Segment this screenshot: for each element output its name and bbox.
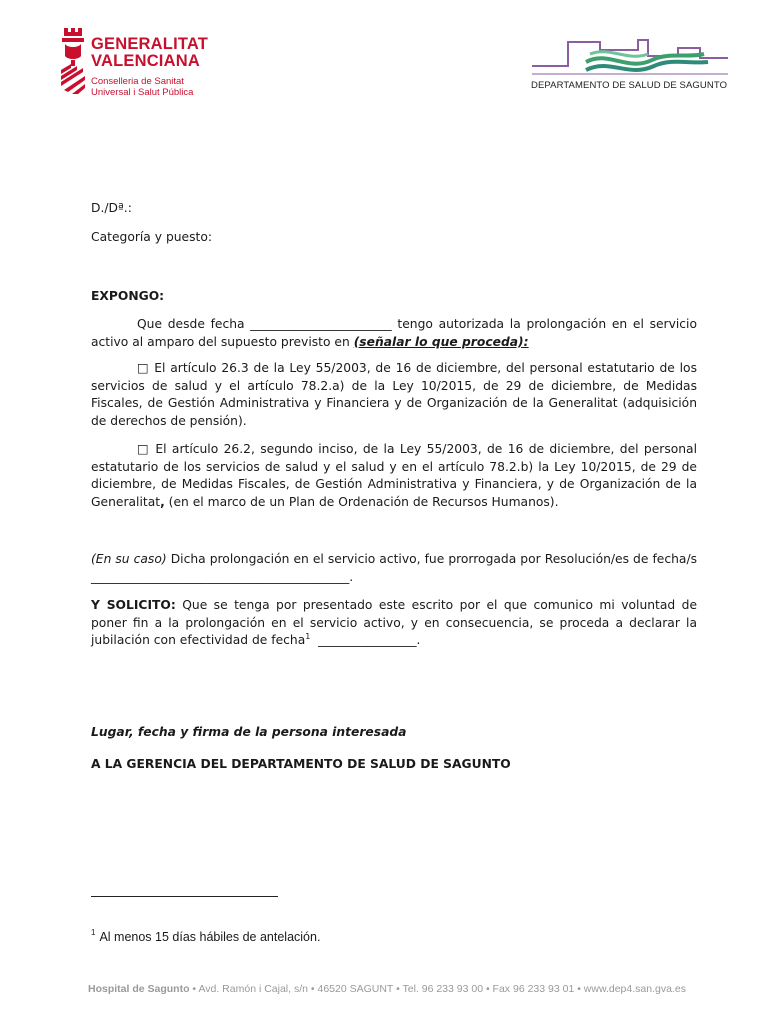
paragraph-en-su-caso xyxy=(91,551,697,569)
solicito-text: Que se tenga por presentado este escrito por el que comunico mi voluntad de poner fin a la prolongación en el servicio activo, y en consecuencia, se proceda a declarar la jubilación con efectividad de fecha xyxy=(91,598,698,648)
generalitat-logo xyxy=(58,26,228,106)
solicito-heading: Y SOLICITO: xyxy=(91,598,176,612)
expongo-heading: EXPONGO: xyxy=(91,289,165,303)
paragraph-solicito xyxy=(91,597,697,650)
fecha-blank: ________________. xyxy=(310,633,421,648)
conselleria-line1: Conselleria de Sanitat xyxy=(91,76,184,87)
departamento-logo xyxy=(528,36,738,96)
paragraph-prolongacion xyxy=(91,316,697,351)
generalitat-line2: VALENCIANA xyxy=(91,52,200,70)
option-articulo-26-2-note: (en el marco de un Plan de Ordenación de Recursos Humanos). xyxy=(164,494,559,509)
en-su-caso-text: Dicha prolongación en el servicio activo, fue prorrogada por Resolución/es de fecha/s xyxy=(166,552,698,566)
page-footer xyxy=(88,983,708,995)
departamento-name: DEPARTAMENTO DE SALUD DE SAGUNTO xyxy=(531,80,728,91)
footnote-text: Al menos 15 días hábiles de antelación. xyxy=(99,930,321,944)
option-articulo-26-3 xyxy=(91,360,697,430)
generalitat-line1: GENERALITAT xyxy=(91,35,209,53)
paragraph-prolongacion-text: Que desde fecha _______________________ tengo autorizada la prolongación en el servicio activo al amparo del supuesto previsto en xyxy=(91,317,697,349)
departamento-wave-icon xyxy=(528,36,738,78)
en-su-caso-blank: __________________________________________. xyxy=(91,570,354,584)
option-articulo-26-2 xyxy=(91,441,697,511)
categoria-label: Categoría y puesto: xyxy=(91,230,212,244)
footnote-divider xyxy=(91,896,278,897)
lugar-fecha-firma: Lugar, fecha y firma de la persona interesada xyxy=(91,725,407,739)
footer-contact: • Avd. Ramón i Cajal, s/n • 46520 SAGUNT • Tel. 96 233 93 00 • Fax 96 233 93 01 • www.dep4.san.gva.es xyxy=(189,983,686,995)
conselleria-line2: Universal i Salut Pública xyxy=(91,87,194,98)
footnote-number: 1 xyxy=(91,928,96,937)
footnote xyxy=(91,930,320,944)
option-articulo-26-3-text: □ El artículo 26.3 de la Ley 55/2003, de 16 de diciembre, del personal estatutario de los servicios de salud y el artículo 78.2.a) de la Ley 10/2015, de 29 de diciembre, de Medidas Fiscales, de Gestión Administrativa y Financiera y de Organización de la Generalitat (adquisición de derechos de pensión). xyxy=(91,361,697,428)
gerencia-recipient: A LA GERENCIA DEL DEPARTAMENTO DE SALUD DE SAGUNTO xyxy=(91,757,511,771)
en-su-caso-label: (En su caso) xyxy=(91,552,167,566)
footnote-ref: 1 xyxy=(305,632,311,642)
senalar-note: (señalar lo que proceda): xyxy=(353,334,529,349)
footer-hospital: Hospital de Sagunto xyxy=(88,983,190,995)
option-articulo-26-2-comma: , xyxy=(160,494,165,509)
generalitat-emblem-icon xyxy=(58,26,88,98)
dd-label: D./Dª.: xyxy=(91,201,132,215)
option-articulo-26-2-text: □ El artículo 26.2, segundo inciso, de la Ley 55/2003, de 16 de diciembre, del personal estatutario de los servicios de salud y el salud y en el artículo 78.2.b) la Ley 10/2015, de 29 de diciembre, de Medidas Fiscales, de Gestión Administrativa y Financiera, y de Organización de la Generalitat xyxy=(91,442,697,509)
